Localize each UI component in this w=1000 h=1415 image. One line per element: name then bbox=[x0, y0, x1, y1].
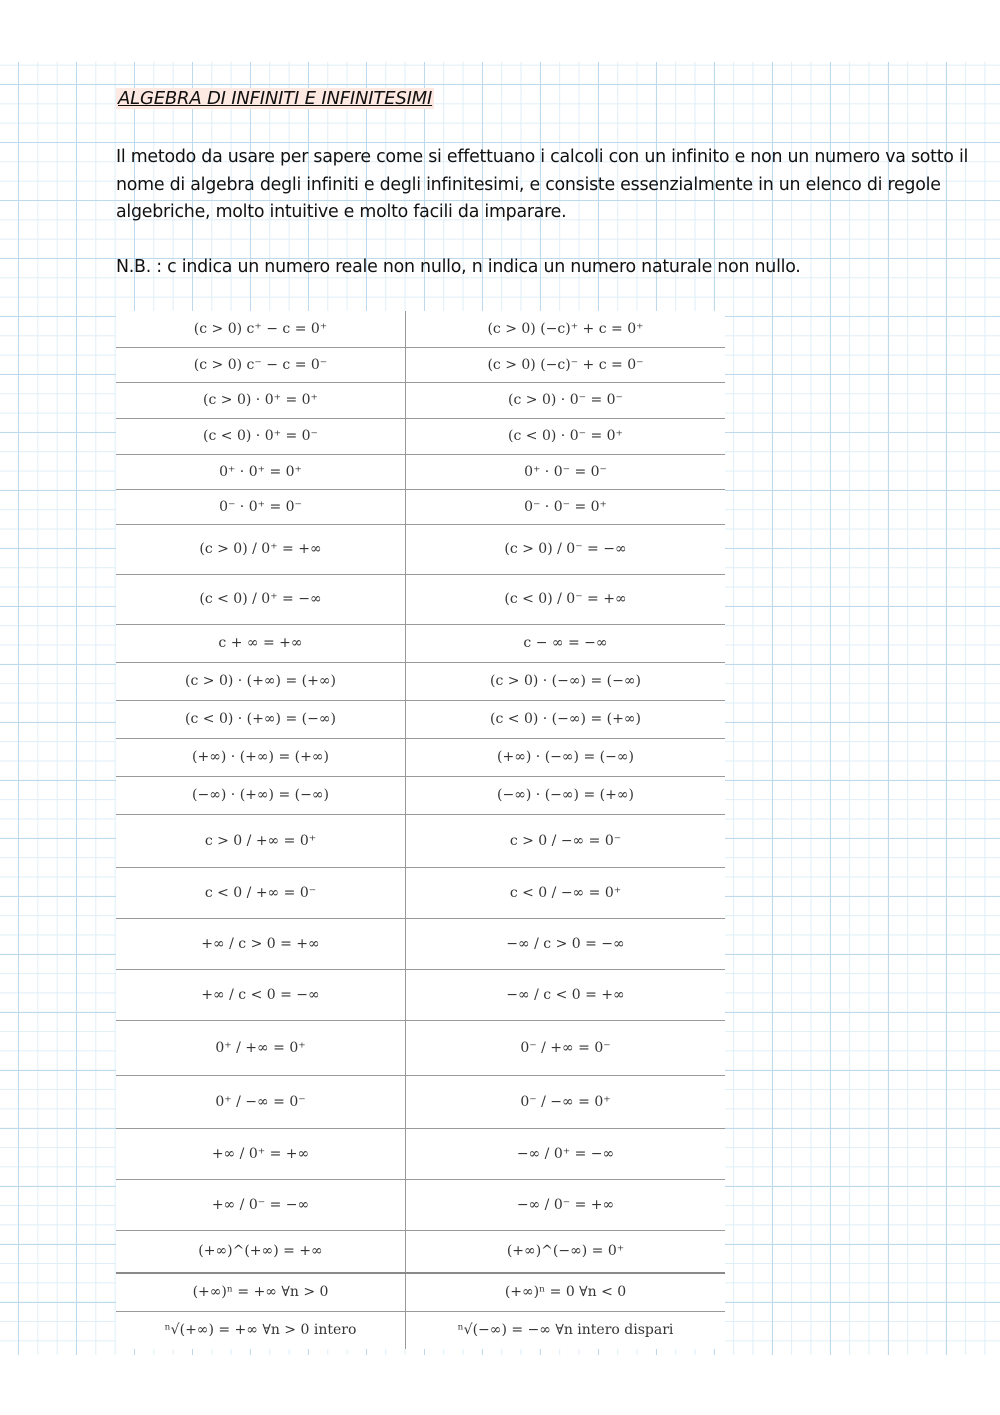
rule-right-cell: 0⁺ · 0⁻ = 0⁻ bbox=[406, 454, 726, 489]
rule-left-cell: +∞ / c > 0 = +∞ bbox=[116, 918, 406, 969]
rule-left-cell: (+∞) · (+∞) = (+∞) bbox=[116, 738, 406, 776]
rule-right-cell: (c > 0) (−c)⁻ + c = 0⁻ bbox=[406, 347, 726, 382]
table-row bbox=[116, 1075, 725, 1128]
rule-right-cell: −∞ / c < 0 = +∞ bbox=[406, 969, 726, 1020]
rule-right-cell: (+∞)^(−∞) = 0⁺ bbox=[406, 1230, 726, 1273]
rule-right-cell: −∞ / c > 0 = −∞ bbox=[406, 918, 726, 969]
rule-right-cell: (c > 0) · 0⁻ = 0⁻ bbox=[406, 382, 726, 418]
rule-right-cell: −∞ / 0⁻ = +∞ bbox=[406, 1179, 726, 1230]
intro-paragraph: Il metodo da usare per sapere come si effettuano i calcoli con un infinito e non un numero va sotto il nome di algebra degli infiniti e degli infinitesimi, e consiste essenzialmente in un elenco di regole algebriche, molto intuitive e molto facili da imparare. bbox=[116, 147, 969, 222]
rule-left-cell: (c > 0) / 0⁺ = +∞ bbox=[116, 524, 406, 574]
table-row bbox=[116, 867, 725, 918]
rule-left-cell: 0⁺ / −∞ = 0⁻ bbox=[116, 1075, 406, 1128]
rule-left-cell: (c < 0) / 0⁺ = −∞ bbox=[116, 574, 406, 624]
rule-left-cell: +∞ / 0⁻ = −∞ bbox=[116, 1179, 406, 1230]
table-row bbox=[116, 1128, 725, 1179]
rule-right-cell: (c < 0) · (−∞) = (+∞) bbox=[406, 700, 726, 738]
note-paragraph: N.B. : c indica un numero reale non nullo, n indica un numero naturale non nullo. bbox=[116, 257, 801, 277]
rule-left-cell: 0⁺ · 0⁺ = 0⁺ bbox=[116, 454, 406, 489]
rule-right-cell: c < 0 / −∞ = 0⁺ bbox=[406, 867, 726, 918]
table-row bbox=[116, 1273, 725, 1311]
table-row bbox=[116, 347, 725, 382]
table-row bbox=[116, 738, 725, 776]
rule-right-cell: (+∞) · (−∞) = (−∞) bbox=[406, 738, 726, 776]
table-row bbox=[116, 662, 725, 700]
rule-left-cell: 0⁺ / +∞ = 0⁺ bbox=[116, 1020, 406, 1075]
rule-left-cell: c > 0 / +∞ = 0⁺ bbox=[116, 814, 406, 867]
table-row bbox=[116, 489, 725, 524]
rule-left-cell: +∞ / 0⁺ = +∞ bbox=[116, 1128, 406, 1179]
rule-right-cell: ⁿ√(−∞) = −∞ ∀n intero dispari bbox=[457, 1322, 674, 1339]
rule-left-cell: ⁿ√(+∞) = +∞ ∀n > 0 intero bbox=[116, 1311, 406, 1349]
table-row bbox=[116, 1311, 725, 1349]
table-row bbox=[116, 454, 725, 489]
rule-right-cell: 0⁻ / −∞ = 0⁺ bbox=[406, 1075, 726, 1128]
table-row bbox=[116, 1179, 725, 1230]
rule-right-cell: (c < 0) · 0⁻ = 0⁺ bbox=[406, 418, 726, 454]
rules-table bbox=[116, 311, 725, 1349]
table-row bbox=[116, 624, 725, 662]
table-row bbox=[116, 1230, 725, 1273]
rule-left-cell: (+∞)ⁿ = +∞ ∀n > 0 bbox=[116, 1273, 406, 1311]
rule-right-cell: (c < 0) / 0⁻ = +∞ bbox=[406, 574, 726, 624]
table-row bbox=[116, 918, 725, 969]
rule-left-cell: 0⁻ · 0⁺ = 0⁻ bbox=[116, 489, 406, 524]
table-row bbox=[116, 969, 725, 1020]
rule-left-cell: (−∞) · (+∞) = (−∞) bbox=[116, 776, 406, 814]
table-row bbox=[116, 574, 725, 624]
rule-right-cell: (+∞)ⁿ = 0 ∀n < 0 bbox=[406, 1273, 726, 1311]
table-row bbox=[116, 1020, 725, 1075]
rule-right-cell: 0⁻ / +∞ = 0⁻ bbox=[406, 1020, 726, 1075]
rule-left-cell: c + ∞ = +∞ bbox=[116, 624, 406, 662]
table-row bbox=[116, 382, 725, 418]
table-row bbox=[116, 524, 725, 574]
rule-right-cell: (−∞) · (−∞) = (+∞) bbox=[406, 776, 726, 814]
table-row bbox=[116, 776, 725, 814]
rule-left-cell: (c > 0) · (+∞) = (+∞) bbox=[116, 662, 406, 700]
rule-right-cell: (c > 0) (−c)⁺ + c = 0⁺ bbox=[406, 311, 726, 347]
rule-left-cell: (+∞)^(+∞) = +∞ bbox=[116, 1230, 406, 1273]
rule-left-cell: (c < 0) · 0⁺ = 0⁻ bbox=[116, 418, 406, 454]
rule-right-cell: −∞ / 0⁺ = −∞ bbox=[406, 1128, 726, 1179]
table-row bbox=[116, 700, 725, 738]
rule-right-cell: 0⁻ · 0⁻ = 0⁺ bbox=[406, 489, 726, 524]
rule-left-cell: (c > 0) · 0⁺ = 0⁺ bbox=[116, 382, 406, 418]
rule-left-cell: +∞ / c < 0 = −∞ bbox=[116, 969, 406, 1020]
table-row bbox=[116, 814, 725, 867]
rule-right-cell: c − ∞ = −∞ bbox=[406, 624, 726, 662]
page-title: ALGEBRA DI INFINITI E INFINITESIMI bbox=[118, 88, 433, 109]
table-row bbox=[116, 311, 725, 347]
rule-left-cell: (c > 0) c⁻ − c = 0⁻ bbox=[116, 347, 406, 382]
rule-left-cell: (c < 0) · (+∞) = (−∞) bbox=[116, 700, 406, 738]
rule-right-cell: (c > 0) · (−∞) = (−∞) bbox=[406, 662, 726, 700]
rule-right-cell: c > 0 / −∞ = 0⁻ bbox=[406, 814, 726, 867]
rule-left-cell: (c > 0) c⁺ − c = 0⁺ bbox=[116, 311, 406, 347]
rule-right-cell: (c > 0) / 0⁻ = −∞ bbox=[406, 524, 726, 574]
rule-left-cell: c < 0 / +∞ = 0⁻ bbox=[116, 867, 406, 918]
table-row bbox=[116, 418, 725, 454]
